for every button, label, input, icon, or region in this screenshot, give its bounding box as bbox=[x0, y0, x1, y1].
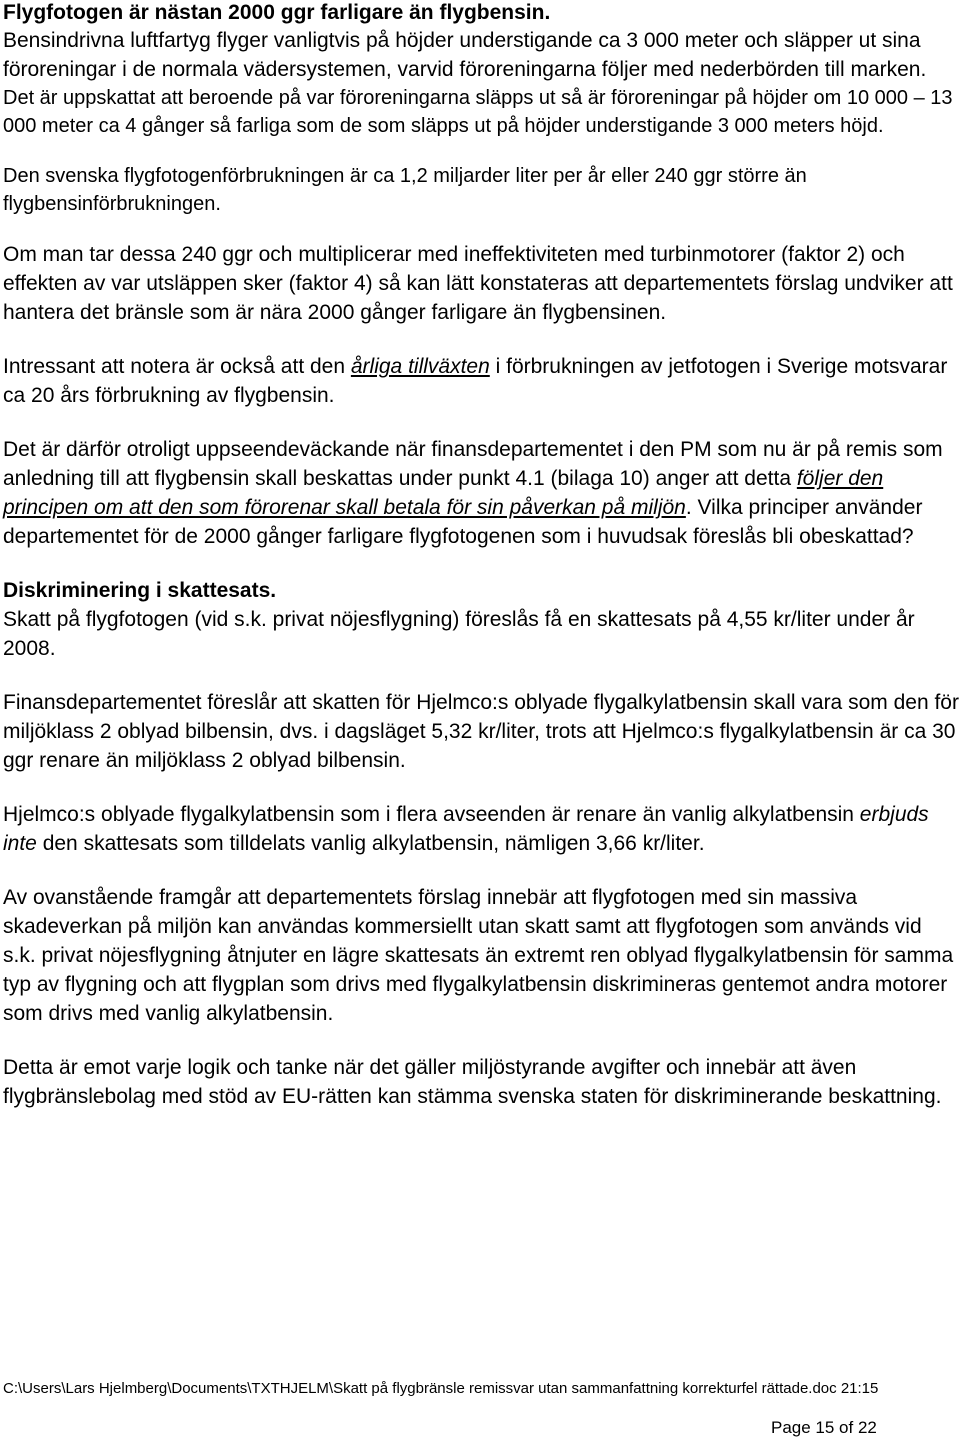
paragraph-pollution-altitude: Det är uppskattat att beroende på var föroreningarna släpps ut så är föroreningar på höjder om 10 000 – 13 000 meter ca 4 gånger så farliga som de som släpps ut på höjder understigande 3 000 meters höjd. bbox=[3, 87, 953, 137]
paragraph-annual-growth: Intressant att notera är också att den årliga tillväxten i förbrukningen av jetfotogen i Sverige motsvarar ca 20 års förbrukning av flygbensin. bbox=[3, 355, 948, 407]
paragraph-bensin-altitude: Bensindrivna luftfartyg flyger vanligtvis på höjder understigande ca 3 000 meter och släpper ut sina föroreningar i de normala vädersystemen, varvid föroreningarna följer med nederbörden till marken. bbox=[3, 29, 927, 81]
footer-page-number: Page 15 of 22 bbox=[771, 1418, 877, 1437]
section-heading-discrimination: Diskriminering i skattesats. bbox=[3, 579, 277, 602]
paragraph-polluter-pays: Det är därför otroligt uppseendeväckande när finansdepartementet i den PM som nu är på remis som anledning till att flygbensin skall beskattas under punkt 4.1 (bilaga 10) anger att detta följer den principen om att den som förorenar skall betala för sin påverkan på miljön. Vilka principer använder departementet för de 2000 gånger farligare flygfotogenen som i huvudsak föreslås bli obeskattad? bbox=[3, 438, 943, 548]
paragraph-kerosene-tax: Skatt på flygfotogen (vid s.k. privat nöjesflygning) föreslås få en skattesats på 4,55 kr/liter under år 2008. bbox=[3, 608, 915, 660]
paragraph-fuel-consumption: Den svenska flygfotogenförbrukningen är ca 1,2 miljarder liter per år eller 240 ggr större än flygbensinförbrukningen. bbox=[3, 165, 807, 215]
paragraph-alkylate-rate: Hjelmco:s oblyade flygalkylatbensin som i flera avseenden är renare än vanlig alkylatbensin erbjuds inte den skattesats som tilldelats vanlig alkylatbensin, nämligen 3,66 kr/liter. bbox=[3, 803, 929, 855]
footer-file-path: C:\Users\Lars Hjelmberg\Documents\TXTHJELM\Skatt på flygbränsle remissvar utan sammanfattning korrekturfel rättade.doc 21:15 bbox=[3, 1380, 879, 1397]
document-page bbox=[3, 0, 959, 1111]
document-title: Flygfotogen är nästan 2000 ggr farligare än flygbensin. bbox=[3, 1, 551, 24]
paragraph-hjelmco-tax: Finansdepartementet föreslår att skatten för Hjelmco:s oblyade flygalkylatbensin skall vara som den för miljöklass 2 oblyad bilbensin, dvs. i dagsläget 5,32 kr/liter, trots att Hjelmco:s flygalkylatbensin är ca 30 ggr renare än miljöklass 2 oblyad bilbensin. bbox=[3, 691, 959, 772]
paragraph-conclusion: Av ovanstående framgår att departementets förslag innebär att flygfotogen med sin massiva skadeverkan på miljön kan användas kommersiellt utan skatt samt att flygfotogen som används vid s.k. privat nöjesflygning åtnjuter en lägre skattesats än extremt ren oblyad flygalkylatbensin för samma typ av flygning och att flygplan som drivs med flygalkylatbensin diskrimineras gentemot andra motorer som drivs med vanlig alkylatbensin. bbox=[3, 886, 954, 1025]
paragraph-multiplication: Om man tar dessa 240 ggr och multiplicerar med ineffektiviteten med turbinmotorer (faktor 2) och effekten av var utsläppen sker (faktor 4) så kan lätt konstateras att departementets förslag undviker att hantera det bränsle som är nära 2000 gånger farligare än flygbensinen. bbox=[3, 243, 953, 324]
paragraph-eu-law: Detta är emot varje logik och tanke när det gäller miljöstyrande avgifter och innebär att även flygbränslebolag med stöd av EU-rätten kan stämma svenska staten för diskriminerande beskattning. bbox=[3, 1056, 942, 1108]
